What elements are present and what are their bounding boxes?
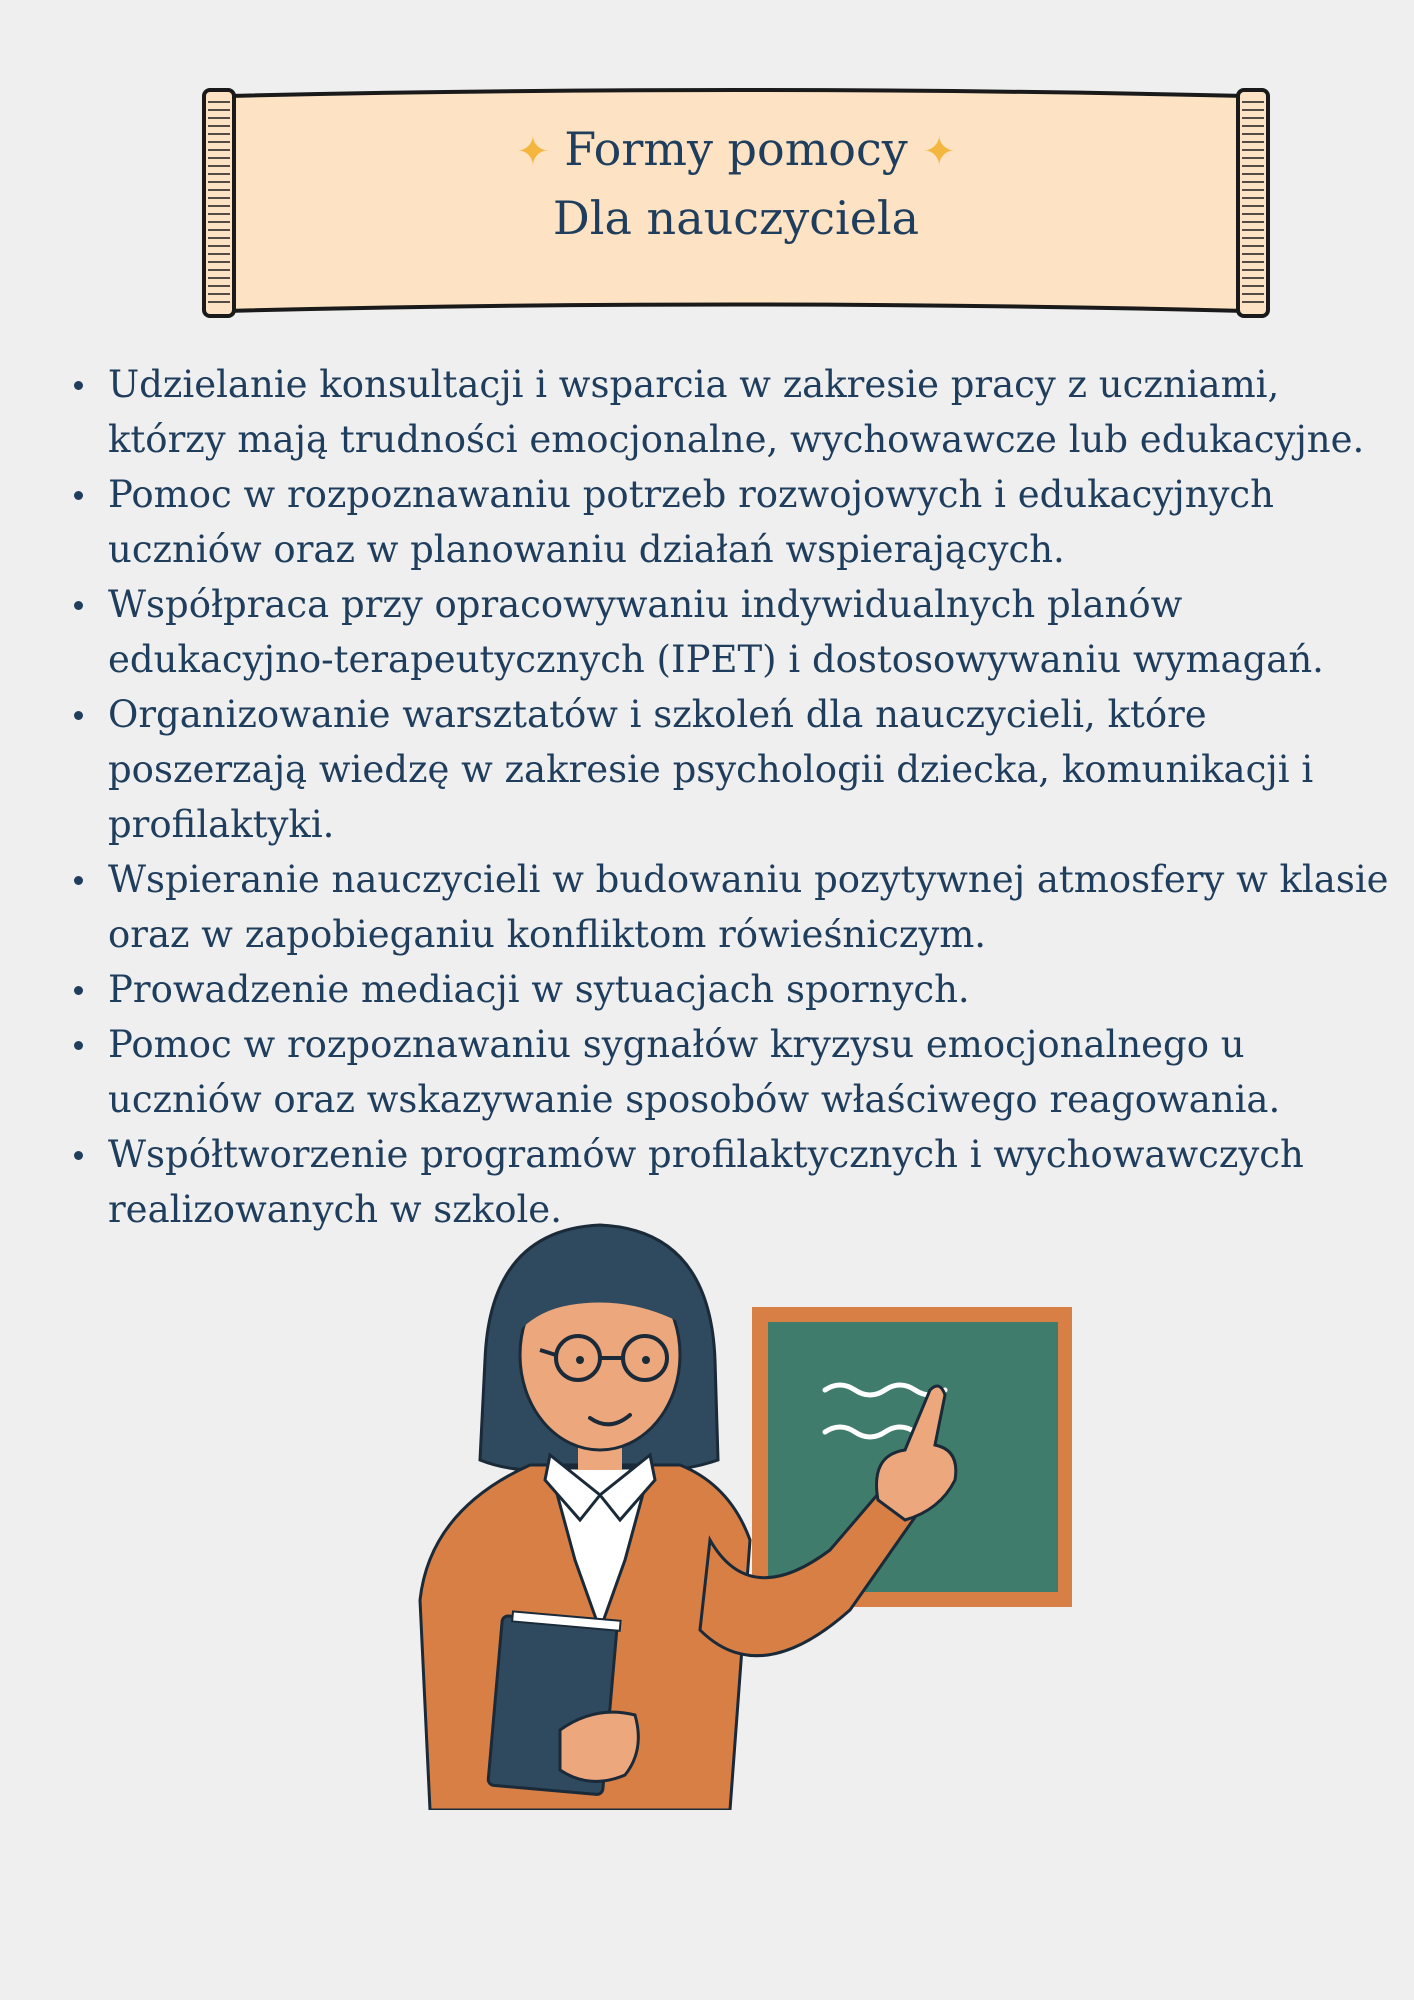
list-item-text: Wspieranie nauczycieli w budowaniu pozytywnej atmosfery w klasie oraz w zapobieganiu konfliktom rówieśniczym.	[108, 858, 1389, 956]
bullet-icon	[74, 491, 83, 500]
list-item-text: Pomoc w rozpoznawaniu sygnałów kryzysu emocjonalnego u uczniów oraz wskazywanie sposobów właściwego reagowania.	[108, 1023, 1281, 1121]
list-item	[70, 1017, 1390, 1127]
help-forms-list	[70, 357, 1390, 1237]
bullet-icon	[74, 1151, 83, 1160]
teacher-pointing-at-chalkboard-image	[400, 1210, 1100, 1810]
list-item-text: Udzielanie konsultacji i wsparcia w zakresie pracy z uczniami, którzy mają trudności emocjonalne, wychowawcze lub edukacyjne.	[108, 363, 1365, 461]
list-item	[70, 852, 1390, 962]
sparkles-icon: ✦	[922, 129, 956, 175]
bullet-icon	[74, 711, 83, 720]
bullet-icon	[74, 601, 83, 610]
bullet-icon	[74, 381, 83, 390]
bullet-icon	[74, 1041, 83, 1050]
list-item	[70, 357, 1390, 467]
banner-text	[196, 116, 1276, 251]
list-item	[70, 577, 1390, 687]
banner-subtitle: Dla nauczyciela	[552, 191, 920, 245]
list-item	[70, 687, 1390, 852]
banner-title-line	[196, 116, 1276, 185]
list-item-text: Organizowanie warsztatów i szkoleń dla nauczycieli, które poszerzają wiedzę w zakresie psychologii dziecka, komunikacji i profilaktyki.	[108, 693, 1314, 846]
list-item-text: Współpraca przy opracowywaniu indywidualnych planów edukacyjno-terapeutycznych (IPET) i dostosowywaniu wymagań.	[108, 583, 1324, 681]
sparkles-icon: ✦	[516, 129, 550, 175]
list-item-text: Pomoc w rozpoznawaniu potrzeb rozwojowych i edukacyjnych uczniów oraz w planowaniu działań wspierających.	[108, 473, 1274, 571]
list-item-text: Prowadzenie mediacji w sytuacjach spornych.	[108, 968, 970, 1011]
title-banner	[196, 86, 1276, 326]
bullet-icon	[74, 986, 83, 995]
teacher-illustration	[400, 1210, 1100, 1814]
list-item	[70, 467, 1390, 577]
bullet-icon	[74, 876, 83, 885]
banner-title: Formy pomocy	[564, 122, 908, 176]
list-item	[70, 962, 1390, 1017]
list-item-text: Współtworzenie programów profilaktycznych i wychowawczych realizowanych w szkole.	[108, 1133, 1304, 1231]
